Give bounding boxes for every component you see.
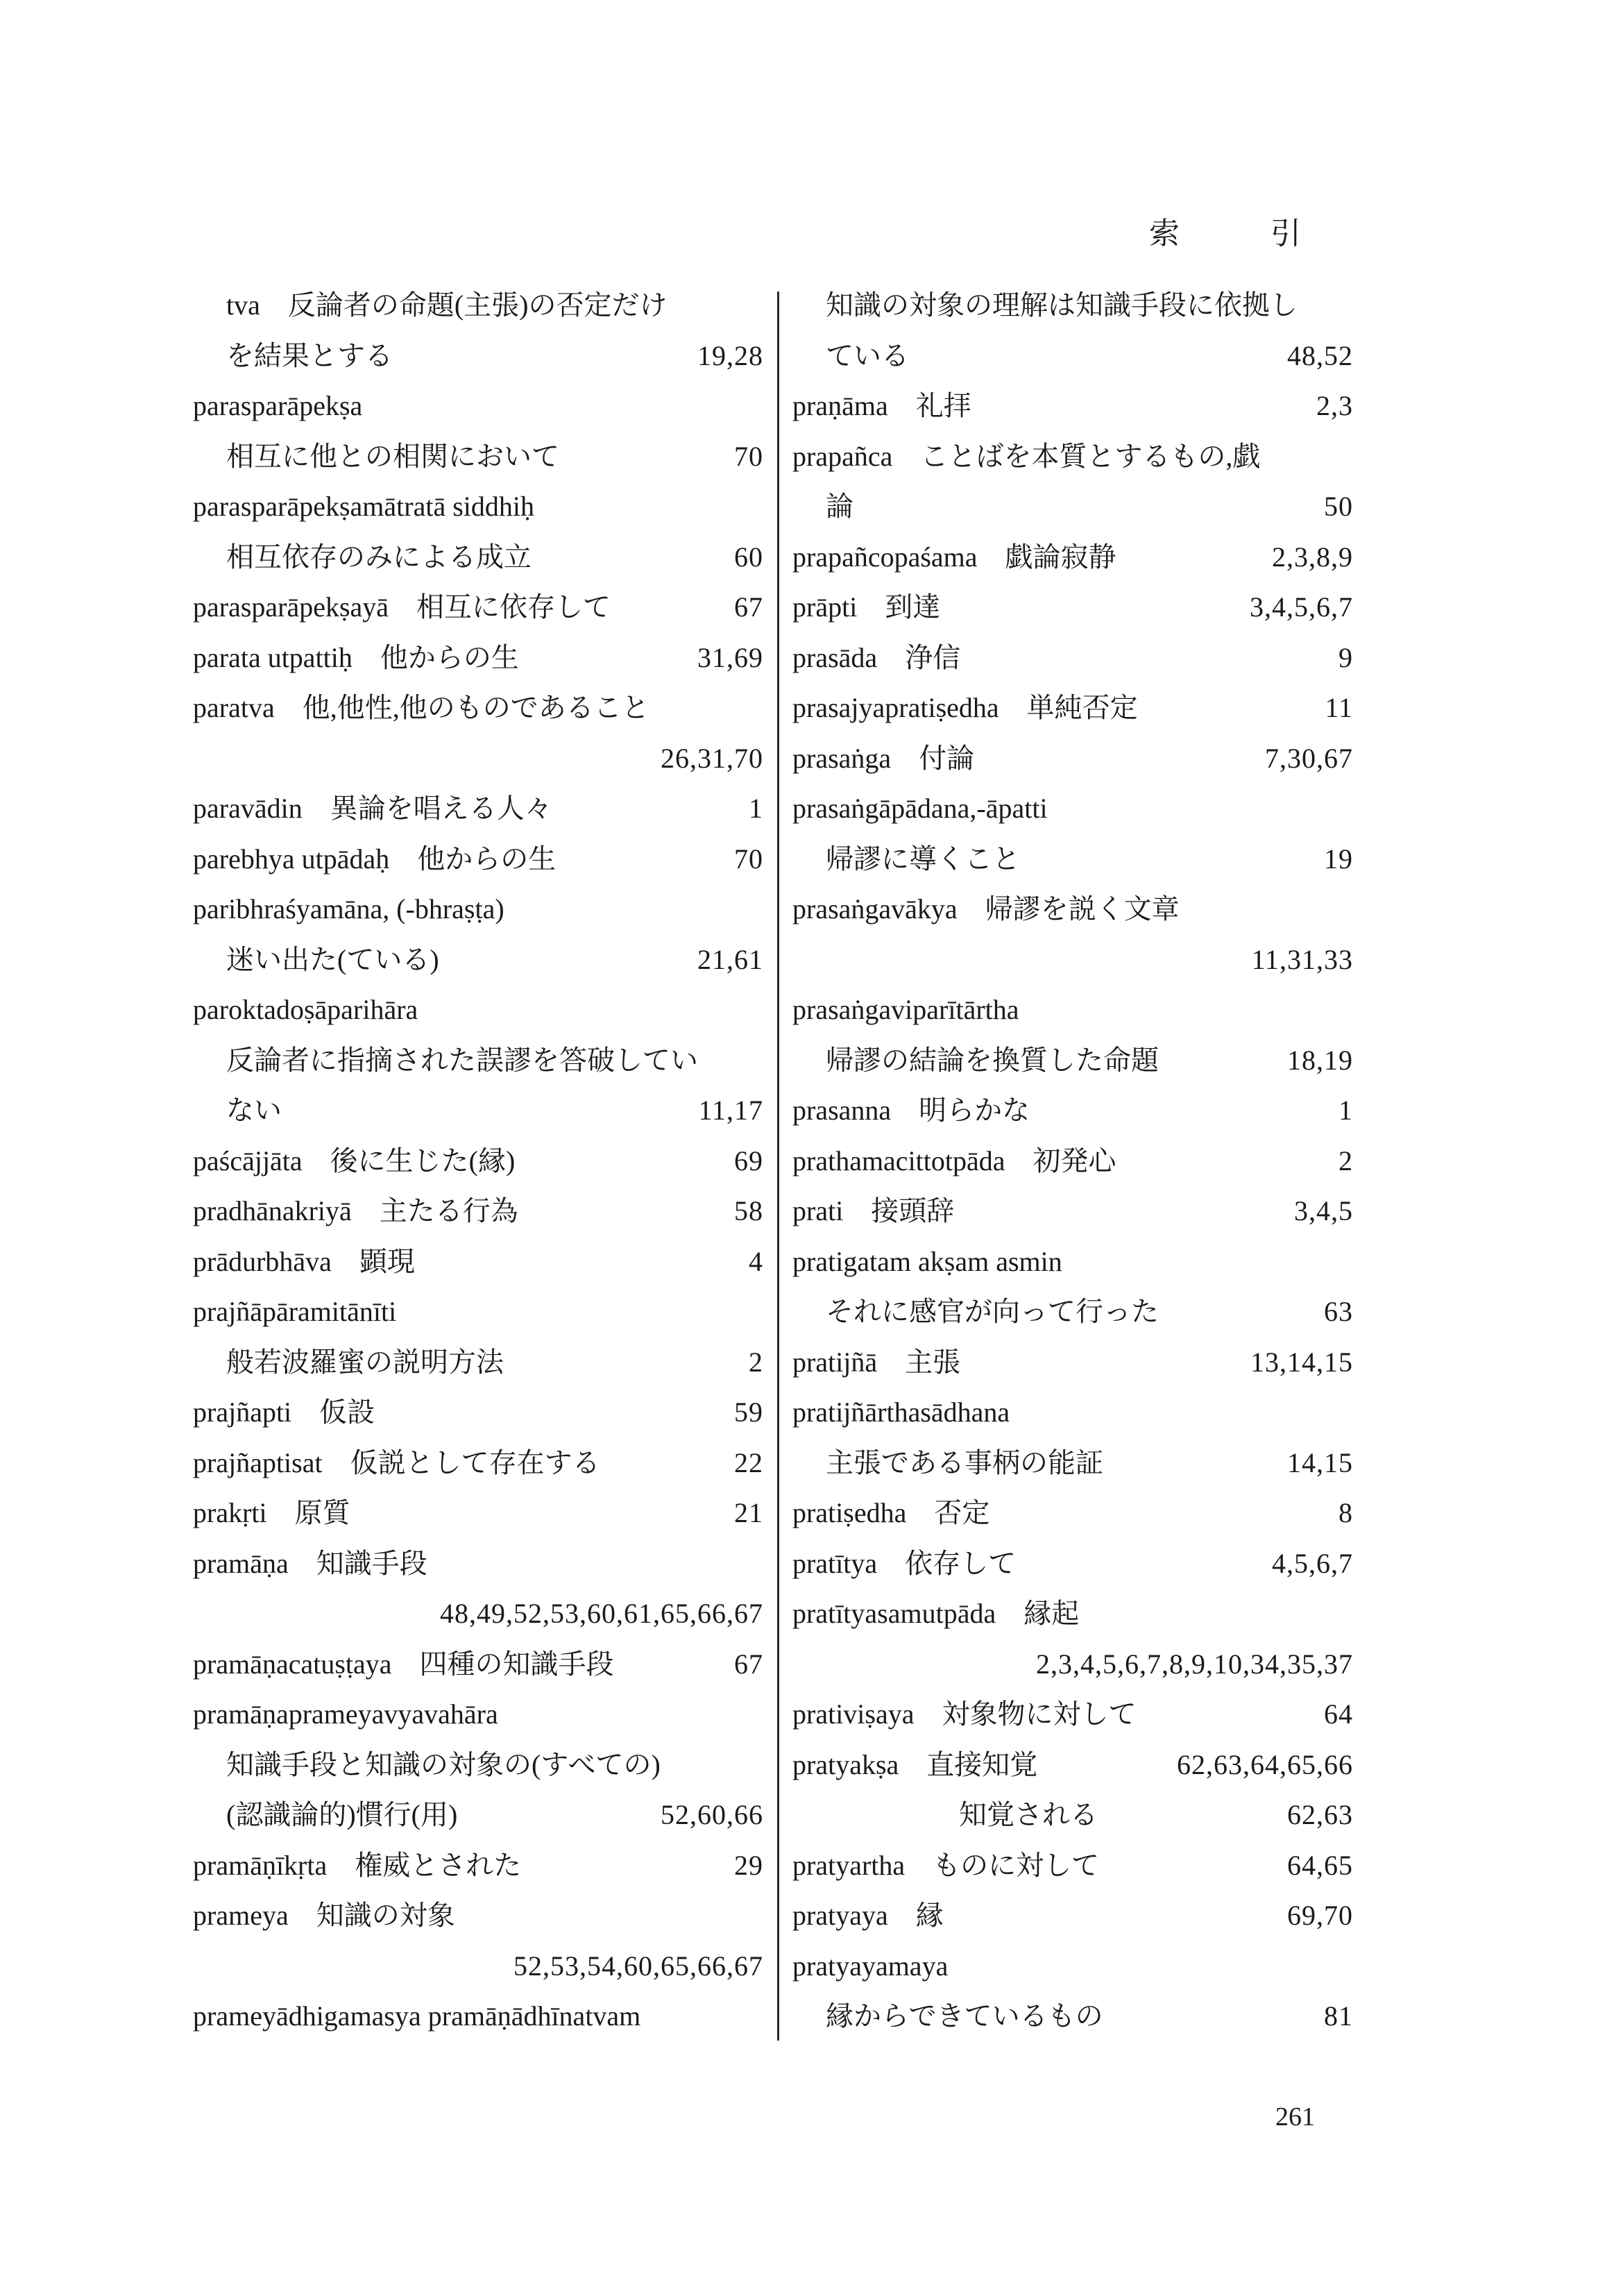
index-term: 知識の対象の理解は知識手段に依拠し <box>826 289 1298 321</box>
index-entry-line <box>792 1287 1353 1337</box>
index-page-refs: 7,30,67 <box>1265 742 1353 774</box>
index-entry-line <box>792 633 1353 684</box>
index-entry-line <box>193 1036 763 1086</box>
index-page-refs: 52,53,54,60,65,66,67 <box>513 1950 763 1982</box>
index-term: prāpti 到達 <box>792 591 941 623</box>
index-entry-line <box>193 1438 763 1489</box>
index-entry-line <box>792 1488 1353 1539</box>
index-term: pramāṇa 知識手段 <box>193 1547 427 1579</box>
index-term: paratva 他,他性,他のものであること <box>193 692 649 723</box>
index-entry-line <box>193 935 763 986</box>
index-term: を結果とする <box>226 339 393 371</box>
index-page-refs: 69 <box>734 1145 763 1176</box>
index-entry-line <box>193 1991 763 2042</box>
index-page-refs: 22 <box>734 1446 763 1478</box>
index-page-refs: 21 <box>734 1497 763 1528</box>
index-entry-line <box>792 1991 1353 2042</box>
index-page-refs: 70 <box>734 440 763 472</box>
index-entry-line <box>792 1740 1353 1791</box>
index-term: 迷い出た(ている) <box>226 943 439 975</box>
index-term: pratyaya 縁 <box>792 1900 944 1931</box>
index-entry-line <box>193 532 763 583</box>
index-entry-line <box>193 1136 763 1187</box>
page-number: 261 <box>1275 2102 1315 2132</box>
index-page-refs: 59 <box>734 1396 763 1428</box>
index-entry-line <box>792 784 1353 834</box>
index-entry-line <box>792 1387 1353 1438</box>
index-term: pratigatam akṣam asmin <box>792 1245 1062 1277</box>
index-term: parebhya utpādaḥ 他からの生 <box>193 843 556 875</box>
index-term: paribhraśyamāna, (-bhraṣṭa) <box>193 893 504 925</box>
index-page-refs: 63 <box>1324 1296 1353 1327</box>
index-page-refs: 3,4,5,6,7 <box>1250 591 1353 623</box>
index-entry-line <box>792 1639 1353 1690</box>
index-entry-line <box>792 1689 1353 1740</box>
index-term: 相互に他との相関において <box>226 440 559 472</box>
index-page-refs: 60 <box>734 541 763 573</box>
index-term: prasaṅga 付論 <box>792 742 975 774</box>
index-term: parata utpattiḥ 他からの生 <box>193 641 519 673</box>
index-page-refs: 67 <box>734 1648 763 1680</box>
index-page-refs: 69,70 <box>1287 1900 1353 1931</box>
index-entry-line <box>193 280 763 331</box>
index-entry-line <box>792 1237 1353 1288</box>
index-page-refs: 26,31,70 <box>661 742 763 774</box>
index-term: 帰謬に導くこと <box>826 843 1020 875</box>
index-term: prakṛti 原質 <box>193 1497 350 1528</box>
index-page-refs: 11,17 <box>698 1095 763 1126</box>
index-page-refs: 2 <box>749 1346 763 1378</box>
index-term: prathamacittotpāda 初発心 <box>792 1145 1116 1176</box>
index-page-refs: 21,61 <box>697 943 763 975</box>
index-term: paroktadoṣāparihāra <box>193 994 418 1025</box>
index-entry-line <box>792 1438 1353 1489</box>
index-entry-line <box>792 482 1353 532</box>
index-term: paravādin 異論を唱える人々 <box>193 793 552 824</box>
index-page-refs: 2,3,8,9 <box>1272 541 1353 573</box>
index-page-refs: 62,63 <box>1287 1799 1353 1830</box>
index-term: pramāṇīkṛta 権威とされた <box>193 1849 522 1881</box>
index-term: pratītya 依存して <box>792 1547 1017 1579</box>
index-page-refs: 70 <box>734 843 763 875</box>
index-entry-line <box>193 381 763 432</box>
index-page-refs: 8 <box>1339 1497 1353 1528</box>
index-term: prādurbhāva 顕現 <box>193 1245 415 1277</box>
index-page-refs: 2,3,4,5,6,7,8,9,10,34,35,37 <box>1036 1648 1353 1680</box>
index-page-refs: 18,19 <box>1287 1044 1353 1076</box>
index-entry-line <box>792 985 1353 1036</box>
index-entry-line <box>792 1841 1353 1891</box>
index-term: tva 反論者の命題(主張)の否定だけ <box>226 289 668 321</box>
index-term: prasāda 浄信 <box>792 641 961 673</box>
index-entry-line <box>792 1186 1353 1237</box>
index-entry-line <box>193 1186 763 1237</box>
index-entry-line <box>193 1086 763 1136</box>
index-term: pratijñārthasādhana <box>792 1396 1010 1428</box>
index-term: 帰謬の結論を換質した命題 <box>826 1044 1159 1076</box>
index-entry-line <box>193 1841 763 1891</box>
index-page-refs: 64,65 <box>1287 1849 1353 1881</box>
index-entry-line <box>193 784 763 834</box>
index-term: prasajyapratiṣedha 単純否定 <box>792 692 1138 723</box>
index-entry-line <box>193 432 763 482</box>
index-term: praṇāma 礼拝 <box>792 390 971 421</box>
index-page-refs: 11,31,33 <box>1251 943 1353 975</box>
index-term: parasparāpekṣamātratā siddhiḥ <box>193 491 535 522</box>
index-term: prasaṅgavākya 帰謬を説く文章 <box>792 893 1180 925</box>
index-entry-line <box>792 1337 1353 1388</box>
index-page-refs: 64 <box>1324 1698 1353 1730</box>
index-page-refs: 48,52 <box>1287 339 1353 371</box>
index-page-refs: 19 <box>1324 843 1353 875</box>
column-divider <box>777 292 779 2041</box>
index-entry-line <box>193 683 763 734</box>
index-entry-line <box>193 633 763 684</box>
index-entry-line <box>792 683 1353 734</box>
index-entry-line <box>792 884 1353 935</box>
index-term: prasanna 明らかな <box>792 1095 1030 1126</box>
index-entry-line <box>193 1740 763 1791</box>
index-entry-line <box>792 734 1353 784</box>
index-term: prati 接頭辞 <box>792 1195 955 1226</box>
index-term: parasparāpekṣa <box>193 390 363 421</box>
index-page-refs: 31,69 <box>697 641 763 673</box>
index-entry-line <box>193 1287 763 1337</box>
index-entry-line <box>193 1790 763 1841</box>
index-entry-line <box>792 1589 1353 1639</box>
index-term: 般若波羅蜜の説明方法 <box>226 1346 504 1378</box>
index-term: pratītyasamutpāda 縁起 <box>792 1598 1080 1629</box>
index-term: 縁からできているもの <box>826 2000 1103 2032</box>
index-entry-line <box>792 1539 1353 1589</box>
index-entry-line <box>792 381 1353 432</box>
index-page-refs: 3,4,5 <box>1294 1195 1353 1226</box>
index-entry-line <box>792 935 1353 986</box>
index-term: pradhānakriyā 主たる行為 <box>193 1195 518 1226</box>
index-column-left <box>193 280 763 2042</box>
index-page-refs: 4 <box>749 1245 763 1277</box>
index-page-refs: 67 <box>734 591 763 623</box>
index-entry-line <box>193 1539 763 1589</box>
index-page-refs: 2 <box>1339 1145 1353 1176</box>
index-entry-line <box>193 1488 763 1539</box>
index-term: prasaṅgāpādana,-āpatti <box>792 793 1048 824</box>
index-term: prajñapti 仮設 <box>193 1396 375 1428</box>
index-term: prasaṅgaviparītārtha <box>792 994 1019 1025</box>
index-term: pratyakṣa 直接知覚 <box>792 1748 1038 1780</box>
index-term: prapañcopaśama 戯論寂静 <box>792 541 1116 573</box>
index-page-refs: 58 <box>734 1195 763 1226</box>
index-page-refs: 13,14,15 <box>1250 1346 1353 1378</box>
index-entry-line <box>792 582 1353 633</box>
index-column-right <box>792 280 1353 2042</box>
index-term: prapañca ことばを本質とするもの,戯 <box>792 440 1261 472</box>
page-header: 索 引 <box>1149 217 1343 251</box>
index-term: 主張である事柄の能証 <box>826 1446 1103 1478</box>
index-entry-line <box>792 331 1353 382</box>
index-page-refs: 48,49,52,53,60,61,65,66,67 <box>440 1598 763 1629</box>
index-entry-line <box>193 1337 763 1388</box>
index-term: (認識論的)慣行(用) <box>226 1799 458 1830</box>
index-term: pratyayamaya <box>792 1950 949 1982</box>
index-page-refs: 52,60,66 <box>661 1799 763 1830</box>
index-entry-line <box>193 1237 763 1288</box>
index-page-refs: 4,5,6,7 <box>1272 1547 1353 1579</box>
index-page-refs: 19,28 <box>697 339 763 371</box>
index-entry-line <box>792 432 1353 482</box>
index-term: prameyādhigamasya pramāṇādhīnatvam <box>193 2000 641 2032</box>
index-entry-line <box>193 1941 763 1992</box>
index-entry-line <box>193 985 763 1036</box>
index-entry-line <box>193 331 763 382</box>
index-entry-line <box>193 884 763 935</box>
index-term: prativiṣaya 対象物に対して <box>792 1698 1137 1730</box>
index-term: pramāṇacatuṣṭaya 四種の知識手段 <box>193 1648 614 1680</box>
index-entry-line <box>193 582 763 633</box>
index-term: pratijñā 主張 <box>792 1346 961 1378</box>
index-entry-line <box>193 1589 763 1639</box>
index-entry-line <box>792 834 1353 885</box>
index-entry-line <box>792 1790 1353 1841</box>
index-entry-line <box>792 532 1353 583</box>
index-term: 論 <box>826 491 853 522</box>
index-page-refs: 9 <box>1339 641 1353 673</box>
index-term: 相互依存のみによる成立 <box>226 541 532 573</box>
index-entry-line <box>792 1941 1353 1992</box>
index-entry-line <box>193 834 763 885</box>
index-term: pramāṇaprameyavyavahāra <box>193 1698 498 1730</box>
index-term: ない <box>226 1095 282 1126</box>
index-term: prajñaptisat 仮説として存在する <box>193 1446 600 1478</box>
index-entry-line <box>792 1086 1353 1136</box>
index-page-refs: 29 <box>734 1849 763 1881</box>
index-entry-line <box>193 1387 763 1438</box>
index-term: pratyartha ものに対して <box>792 1849 1100 1881</box>
index-page-refs: 11 <box>1325 692 1353 723</box>
index-page-refs: 1 <box>749 793 763 824</box>
index-entry-line <box>792 1891 1353 1941</box>
index-term: ている <box>826 339 909 371</box>
index-term: paścājjāta 後に生じた(縁) <box>193 1145 516 1176</box>
index-term: pratiṣedha 否定 <box>792 1497 990 1528</box>
index-entry-line <box>792 1036 1353 1086</box>
index-page-refs: 14,15 <box>1287 1446 1353 1478</box>
index-entry-line <box>193 1639 763 1690</box>
index-term: 知覚される <box>792 1799 1098 1830</box>
index-page-refs: 62,63,64,65,66 <box>1177 1748 1353 1780</box>
index-term: prameya 知識の対象 <box>193 1900 455 1931</box>
index-entry-line <box>792 280 1353 331</box>
index-page-refs: 50 <box>1324 491 1353 522</box>
index-term: prajñāpāramitānīti <box>193 1296 397 1327</box>
index-entry-line <box>193 482 763 532</box>
index-term: それに感官が向って行った <box>826 1296 1159 1327</box>
index-entry-line <box>792 1136 1353 1187</box>
index-term: 知識手段と知識の対象の(すべての) <box>226 1748 661 1780</box>
index-page-refs: 2,3 <box>1316 390 1353 421</box>
index-entry-line <box>193 734 763 784</box>
index-page-refs: 81 <box>1324 2000 1353 2032</box>
index-entry-line <box>193 1689 763 1740</box>
index-term: parasparāpekṣayā 相互に依存して <box>193 591 611 623</box>
index-page-refs: 1 <box>1339 1095 1353 1126</box>
index-entry-line <box>193 1891 763 1941</box>
index-term: 反論者に指摘された誤謬を答破してい <box>226 1044 698 1076</box>
